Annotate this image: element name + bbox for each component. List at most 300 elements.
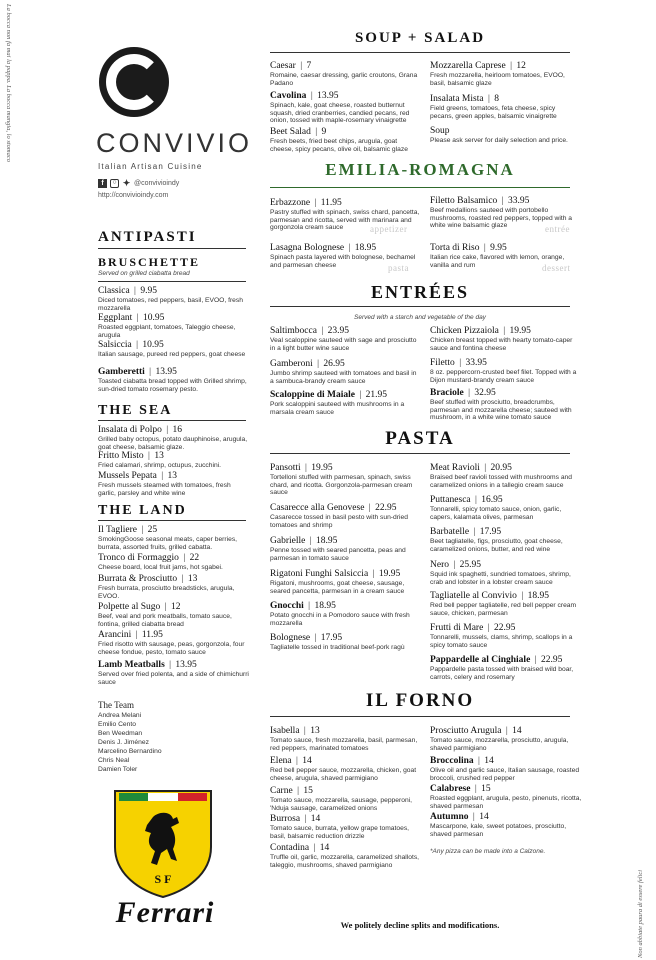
menu-item-heading (270, 843, 422, 854)
menu-item-heading (430, 243, 580, 254)
menu-item (430, 243, 580, 273)
price-separator: | (297, 61, 305, 71)
menu-item-heading (270, 326, 420, 337)
menu-item-heading (430, 812, 582, 823)
menu-item (430, 495, 582, 521)
menu-item-description: Spinach, kale, goat cheese, roasted butternut squash, dried cranberries, candied pecans, red onion, tossed with maple-rosemary vinaigrette (270, 102, 410, 125)
price-separator: | (500, 326, 508, 336)
menu-item (98, 574, 250, 600)
menu-item-description: Field greens, tomatoes, feta cheese, spicy pecans, green apples, balsamic vinaigrette (430, 105, 557, 120)
menu-item (430, 756, 582, 782)
menu-item-heading (430, 756, 582, 767)
menu-item-name: Burrosa (270, 814, 301, 824)
menu-item-heading (98, 425, 248, 436)
menu-item-heading (98, 340, 248, 351)
menu-item (430, 623, 582, 649)
price-separator: | (518, 591, 526, 601)
menu-item (430, 388, 580, 422)
menu-item-description: Served over fried polenta, and a side of chimichurri sauce (98, 671, 249, 686)
menu-item-price: 22.95 (375, 503, 397, 513)
menu-item-description: Tomato sauce, burrata, yellow grape tomatoes, basil, balsamic reduction drizzle (270, 825, 410, 840)
social-handle[interactable]: @convivioindy (134, 180, 180, 187)
menu-item-price: 13 (167, 471, 177, 481)
antipasti-title: ANTIPASTI (98, 229, 197, 245)
menu-item (430, 94, 578, 120)
website-link[interactable]: http://convivioindy.com (98, 192, 169, 199)
menu-item (430, 560, 582, 586)
menu-item-description: Cheese board, local fruit jams, hot sgabei. (98, 564, 223, 571)
price-separator: | (456, 358, 464, 368)
menu-item (270, 843, 422, 869)
menu-item (270, 198, 425, 232)
menu-item-description: Italian rice cake, flavored with lemon, orange, vanilla and rum (430, 254, 565, 269)
menu-item-price: 17.95 (320, 633, 343, 643)
menu-item-name: Puttanesca (430, 495, 471, 505)
menu-item (98, 425, 248, 451)
menu-item-heading (270, 463, 422, 474)
menu-item (430, 812, 582, 838)
menu-item-price: 21.95 (365, 390, 388, 400)
team-title: The Team (98, 700, 134, 710)
menu-item-price: 19.95 (378, 569, 401, 579)
bruschette-title: BRUSCHETTE (98, 255, 201, 269)
menu-item-heading (430, 560, 582, 571)
menu-item-heading (430, 61, 578, 72)
menu-item-heading (270, 536, 422, 547)
menu-item (270, 601, 422, 627)
menu-item (270, 786, 422, 812)
menu-item-name: Gamberetti (98, 367, 145, 377)
menu-item-name: Mozzarella Caprese (430, 61, 506, 71)
price-separator: | (302, 463, 310, 473)
brand-name: CONVIVIO (96, 128, 253, 158)
twitter-icon[interactable]: ✦ (122, 178, 131, 188)
menu-item (270, 326, 420, 352)
price-separator: | (532, 655, 539, 665)
menu-item (430, 61, 578, 87)
menu-item-name: Elena (270, 756, 292, 766)
menu-item (270, 243, 425, 273)
menu-item (270, 127, 420, 153)
menu-item-description: Tomato sauce, mozzarella, sausage, pepperoni, 'Nduja sausage, caramelized onions (270, 797, 413, 812)
the-land-rule (98, 520, 246, 521)
menu-item-name: Pappardelle al Cinghiale (430, 655, 531, 665)
side-quote-right: Non abbiate paura di essere felici (637, 869, 644, 958)
team-member: Ben Weedman (98, 730, 143, 737)
menu-item-name: Il Tagliere (98, 525, 137, 535)
price-separator: | (133, 630, 140, 640)
team-member: Denis J. Jiménez (98, 739, 149, 746)
brand-tagline: Italian Artisan Cuisine (98, 162, 203, 171)
menu-item-description: Squid ink spaghetti, sundried tomatoes, shrimp, crab and lobster in a lobster cream sauce (430, 571, 571, 586)
menu-item-price: 13 (187, 574, 198, 584)
menu-item (270, 814, 422, 840)
menu-item-description: Fried risotto with sausage, peas, gorgonzola, four cheese fondue, pesto, tomato sauce (98, 641, 245, 656)
price-separator: | (133, 340, 141, 350)
menu-item (430, 196, 580, 234)
price-separator: | (366, 503, 374, 513)
price-separator: | (162, 602, 169, 612)
bruschette-rule (98, 281, 246, 282)
menu-item-name: Torta di Riso (430, 243, 480, 253)
antipasti-rule (98, 248, 246, 249)
menu-item-heading (430, 623, 582, 634)
the-sea-rule (98, 420, 246, 421)
price-separator: | (301, 726, 309, 736)
bruschette-note: Served on grilled ciabatta bread (98, 270, 190, 277)
menu-item-name: Braciole (430, 388, 464, 398)
menu-item (430, 784, 582, 810)
menu-item-heading (270, 786, 422, 797)
entrees-title: ENTRÉES (370, 282, 470, 302)
instagram-icon[interactable]: ○ (110, 179, 119, 188)
menu-item (98, 660, 250, 686)
menu-item-price: 7 (306, 61, 312, 71)
menu-item-price: 14 (484, 756, 494, 766)
menu-item-name: Saltimbocca (270, 326, 317, 336)
menu-item-price: 11.95 (320, 198, 342, 208)
menu-item-name: Gamberoni (270, 359, 313, 369)
menu-item (430, 326, 580, 352)
menu-item-name: Fritto Misto (98, 451, 144, 461)
price-separator: | (134, 313, 141, 323)
emilia-rule (270, 187, 570, 188)
menu-item (270, 726, 422, 752)
menu-item-description: Fresh mussels steamed with tomatoes, fresh garlic, parsley and white wine (98, 482, 231, 497)
menu-item-description: Tonnarelli, mussels, clams, shrimp, scallops in a spicy tomato sauce (430, 634, 573, 649)
menu-item-name: Nero (430, 560, 449, 570)
menu-item-price: 19.95 (311, 463, 333, 473)
price-separator: | (485, 94, 493, 104)
menu-item-name: Insalata Mista (430, 94, 484, 104)
menu-item-description: Fresh mozzarella, heirloom tomatoes, EVOO, basil, balsamic glaze (430, 72, 565, 87)
menu-item-name: Mussels Pepata (98, 471, 157, 481)
price-separator: | (312, 127, 320, 137)
menu-item-heading (98, 525, 250, 536)
price-separator: | (305, 601, 313, 611)
menu-item-name: Isabella (270, 726, 300, 736)
menu-item-price: 17.95 (479, 527, 502, 537)
ferrari-wordmark: Ferrari (115, 896, 215, 929)
menu-item-description: Tortelloni stuffed with parmesan, spinach, swiss chard, and ricotta. Gorgonzola-parmesan cream sauce (270, 474, 413, 497)
convivio-logo-bar (125, 77, 151, 87)
menu-item (430, 591, 582, 617)
menu-item-name: Bolognese (270, 633, 311, 643)
menu-item-heading (270, 243, 425, 254)
course-label: dessert (542, 263, 571, 273)
menu-item-name: Prosciutto Arugula (430, 726, 502, 736)
menu-item-name: Scaloppine di Maiale (270, 390, 355, 400)
menu-item (270, 91, 420, 125)
menu-item-heading (270, 569, 422, 580)
entrees-note: Served with a starch and vegetable of the day (354, 314, 486, 321)
menu-item-description: Tomato sauce, mozzarella, prosciutto, arugula, shaved parmigiano (430, 737, 569, 752)
menu-item-heading (98, 451, 248, 462)
menu-item-description: Truffle oil, garlic, mozzarella, caramelized shallots, taleggio, mushrooms, shaved parmigiano (270, 854, 420, 869)
menu-item-heading (270, 633, 422, 644)
menu-item-description: Roasted eggplant, arugula, pesto, pinenuts, ricotta, shaved parmesan (430, 795, 582, 810)
menu-item-description: Tagliatelle tossed in traditional beef-pork ragù (270, 644, 405, 651)
menu-item-name: Burrata & Prosciutto (98, 574, 178, 584)
menu-item-heading (98, 574, 250, 585)
menu-item-price: 33.95 (465, 358, 487, 368)
menu-item (270, 61, 420, 87)
menu-item-name: Erbazzone (270, 198, 311, 208)
menu-item-heading (98, 602, 250, 613)
menu-item-name: Lasagna Bolognese (270, 243, 345, 253)
menu-item-description: Casarecce tossed in basil pesto with sun-dried tomatoes and shrimp (270, 514, 408, 529)
menu-item-heading (270, 601, 422, 612)
menu-item-description: Beef medallions sauteed with portobello mushrooms, roasted red peppers, topped with a white wine balsamic glaze (430, 207, 573, 230)
the-land-title: THE LAND (98, 503, 187, 518)
il-forno-title: IL FORNO (365, 690, 475, 711)
side-quote-left: La bocca non fa mai la pappa. La bocca mangia, lo stomaco (5, 4, 12, 162)
menu-item-description: Red bell pepper tagliatelle, red bell pepper cream sauce, chicken, parmesan (430, 602, 577, 617)
menu-item-description: Veal scaloppine sauteed with sage and prosciutto in a light butter wine sauce (270, 337, 417, 352)
menu-item-name: Carne (270, 786, 293, 796)
menu-item-description: Pappardelle pasta tossed with braised wild boar, carrots, celery and rosemary (430, 666, 574, 681)
menu-item-description: Beef, veal and pork meatballs, tomato sauce, fontina, grilled ciabatta bread (98, 613, 232, 628)
menu-item (270, 756, 422, 782)
pasta-rule (270, 453, 570, 454)
menu-item-description: Please ask server for daily selection and price. (430, 137, 568, 144)
menu-item-price: 16 (172, 425, 183, 435)
emilia-romagna-title: EMILIA-ROMAGNA (325, 160, 515, 179)
menu-item-heading (430, 784, 582, 795)
menu-item (98, 471, 248, 497)
menu-item-heading (270, 814, 422, 825)
menu-item-price: 14 (319, 843, 330, 853)
menu-item-name: Autumno (430, 812, 469, 822)
menu-item-price: 25 (147, 525, 158, 535)
menu-item (98, 553, 250, 572)
facebook-icon[interactable]: f (98, 179, 107, 188)
menu-item-description: Rigatoni, mushrooms, goat cheese, sausage, seared pancetta, parmesan in a cream sauce (270, 580, 405, 595)
menu-item-price: 10.95 (142, 313, 165, 323)
menu-item-name: Filetto (430, 358, 455, 368)
menu-item-heading (98, 286, 248, 297)
menu-item-description: Spinach pasta layered with bolognese, bechamel and parmesan cheese (270, 254, 416, 269)
menu-item-description: Roasted eggplant, tomatoes, Taleggio cheese, arugula (98, 324, 236, 339)
menu-item-heading (98, 367, 248, 378)
menu-item-price: 14 (512, 726, 522, 736)
menu-item-name: Arancini (98, 630, 132, 640)
menu-item-price: 13.95 (317, 91, 339, 101)
price-separator: | (312, 198, 319, 208)
menu-item-name: Contadina (270, 843, 310, 853)
price-separator: | (146, 367, 154, 377)
menu-item-name: Frutti di Mare (430, 623, 484, 633)
menu-item-description: Red bell pepper sauce, mozzarella, chicken, goat cheese, arugula, shaved parmigiano (270, 767, 417, 782)
team-member: Damien Toler (98, 766, 138, 773)
price-separator: | (294, 786, 302, 796)
menu-item-price: 19.95 (509, 326, 531, 336)
price-separator: | (312, 633, 319, 643)
menu-item-heading (430, 463, 582, 474)
menu-item-price: 13.95 (175, 660, 197, 670)
menu-item-description: Fresh burrata, prosciutto breadsticks, arugula, EVOO. (98, 585, 235, 600)
menu-item-name: Caesar (270, 61, 296, 71)
menu-item-price: 13 (154, 451, 164, 461)
course-label: pasta (388, 263, 409, 273)
menu-item (430, 463, 582, 489)
price-separator: | (163, 425, 171, 435)
menu-item-price: 22.95 (493, 623, 516, 633)
menu-item-name: Tronco di Formaggio (98, 553, 179, 563)
price-separator: | (158, 471, 166, 481)
menu-item-name: Barbatelle (430, 527, 470, 537)
price-separator: | (499, 196, 506, 206)
menu-item-heading (430, 94, 578, 105)
menu-item-price: 26.95 (323, 359, 345, 369)
menu-item-heading (98, 630, 250, 641)
price-separator: | (472, 495, 480, 505)
price-separator: | (131, 286, 139, 296)
menu-item-name: Meat Ravioli (430, 463, 480, 473)
menu-item (270, 390, 420, 416)
menu-item-description: Potato gnocchi in a Pomodoro sauce with fresh mozzarella (270, 612, 410, 627)
menu-item-heading (430, 388, 580, 399)
menu-item-price: 32.95 (474, 388, 496, 398)
il-forno-rule (270, 716, 570, 717)
team-member: Chris Neal (98, 757, 130, 764)
menu-item-description: Italian sausage, pureed red peppers, goat cheese (98, 351, 246, 358)
menu-item-heading (270, 91, 420, 102)
menu-item-name: Eggplant (98, 313, 133, 323)
price-separator: | (471, 527, 478, 537)
ferrari-shield-icon (113, 787, 213, 899)
menu-item-heading (430, 358, 580, 369)
price-separator: | (370, 569, 377, 579)
price-separator: | (307, 536, 314, 546)
menu-item-price: 14 (310, 814, 321, 824)
menu-item-price: 8 (494, 94, 499, 104)
team-list (98, 711, 248, 774)
soup-salad-rule (270, 52, 570, 53)
menu-item (270, 633, 422, 652)
menu-item (98, 367, 248, 393)
menu-item-price: 14 (302, 756, 312, 766)
menu-item-description: Tomato sauce, fresh mozzarella, basil, parmesan, red peppers, marinated tomatoes (270, 737, 418, 752)
menu-item-name: Calabrese (430, 784, 471, 794)
menu-item-heading (270, 756, 422, 767)
menu-item-heading (270, 61, 420, 72)
menu-item-description: SmokingGoose seasonal meats, caper berries, burrata, assorted fruits, grilled cabatta. (98, 536, 238, 551)
menu-item-name: Filetto Balsamico (430, 196, 498, 206)
menu-item (270, 359, 420, 385)
price-separator: | (308, 91, 316, 101)
price-separator: | (145, 451, 153, 461)
menu-item (430, 358, 580, 384)
price-separator: | (481, 463, 489, 473)
menu-item-heading (270, 359, 420, 370)
price-separator: | (451, 560, 458, 570)
menu-item-description: Diced tomatoes, red peppers, basil, EVOO, fresh mozzarella (98, 297, 243, 312)
menu-item-price: 9.95 (140, 286, 157, 296)
menu-item-name: Broccolina (430, 756, 474, 766)
menu-item (430, 527, 582, 553)
social-row (98, 179, 248, 188)
menu-item-description: Pork scaloppini sauteed with mushrooms in a marsala cream sauce (270, 401, 405, 416)
menu-item-price: 23.95 (327, 326, 349, 336)
menu-item-name: Chicken Pizzaiola (430, 326, 499, 336)
team-member: Andrea Melani (98, 712, 142, 719)
price-separator: | (470, 812, 478, 822)
menu-item-description: Olive oil and garlic sauce, Italian sausage, roasted broccoli, crushed red pepper (430, 767, 580, 782)
menu-item (98, 313, 248, 339)
menu-item-description: Beef stuffed with prosciutto, breadcrumbs, parmesan and mozzarella cheese; sauteed with mushroom, in a white wine tomato sauce (430, 399, 572, 422)
menu-item (270, 536, 422, 562)
menu-item-price: 33.95 (507, 196, 530, 206)
menu-item-name: Polpette al Sugo (98, 602, 161, 612)
menu-item-price: 18.95 (527, 591, 549, 601)
menu-item-price: 11.95 (141, 630, 163, 640)
menu-item-price: 15 (303, 786, 313, 796)
menu-item-heading (430, 126, 578, 137)
footer-note: We politely decline splits and modifications. (340, 920, 500, 930)
calzone-note: *Any pizza can be made into a Calzone. (430, 848, 546, 855)
price-separator: | (179, 574, 186, 584)
soup-salad-title: SOUP + SALAD (354, 30, 486, 46)
price-separator: | (293, 756, 301, 766)
menu-item-name: Gnocchi (270, 601, 304, 611)
menu-item-description: Fried calamari, shrimp, octupus, zucchini. (98, 462, 222, 469)
menu-item-name: Tagliatelle al Convivio (430, 591, 517, 601)
menu-item-price: 13.95 (155, 367, 177, 377)
menu-item-price: 15 (481, 784, 491, 794)
menu-item-heading (270, 198, 425, 209)
menu-item-heading (430, 726, 582, 737)
entrees-rule (270, 306, 570, 307)
menu-item-heading (270, 390, 420, 401)
menu-item (430, 655, 582, 681)
price-separator: | (314, 359, 322, 369)
price-separator: | (465, 388, 473, 398)
menu-item-name: Casarecce alla Genovese (270, 503, 365, 513)
menu-item-heading (98, 471, 248, 482)
menu-item-price: 18.95 (354, 243, 377, 253)
menu-item-description: Pastry stuffed with spinach, swiss chard, pancetta, parmesan and ricotta, served with marinara and gorgonzola cream sauce (270, 209, 420, 232)
menu-item-description: Romaine, caesar dressing, garlic croutons, Grana Padano (270, 72, 418, 87)
menu-item (98, 630, 250, 656)
menu-item-price: 18.95 (314, 601, 336, 611)
menu-item-description: 8 oz. peppercorn-crusted beef filet. Topped with a Dijon mustard-brandy cream sauce (430, 369, 577, 384)
menu-item (98, 286, 248, 312)
team-member: Emilio Cento (98, 721, 136, 728)
menu-item-description: Grilled baby octopus, potato dauphinoise, arugula, goat cheese, balsamic glaze. (98, 436, 248, 451)
price-separator: | (356, 390, 364, 400)
price-separator: | (318, 326, 326, 336)
menu-item (98, 340, 248, 359)
menu-item-price: 20.95 (490, 463, 512, 473)
menu-item-name: Salsiccia (98, 340, 132, 350)
menu-item-name: Pansotti (270, 463, 301, 473)
menu-item-heading (270, 726, 422, 737)
menu-item-description: Toasted ciabatta bread topped with Grilled shrimp, sun-dried tomato rosemary pesto. (98, 378, 247, 393)
menu-item-price: 18.95 (316, 536, 338, 546)
price-separator: | (472, 784, 480, 794)
menu-item-price: 9 (321, 127, 327, 137)
menu-item-name: Insalata di Polpo (98, 425, 162, 435)
the-sea-title: THE SEA (98, 403, 173, 418)
menu-item-heading (430, 495, 582, 506)
menu-item-price: 22 (189, 553, 200, 563)
menu-item-price: 22.95 (540, 655, 563, 665)
menu-item (270, 463, 422, 497)
menu-item (430, 126, 578, 145)
menu-item (430, 726, 582, 752)
menu-item-name: Classica (98, 286, 130, 296)
